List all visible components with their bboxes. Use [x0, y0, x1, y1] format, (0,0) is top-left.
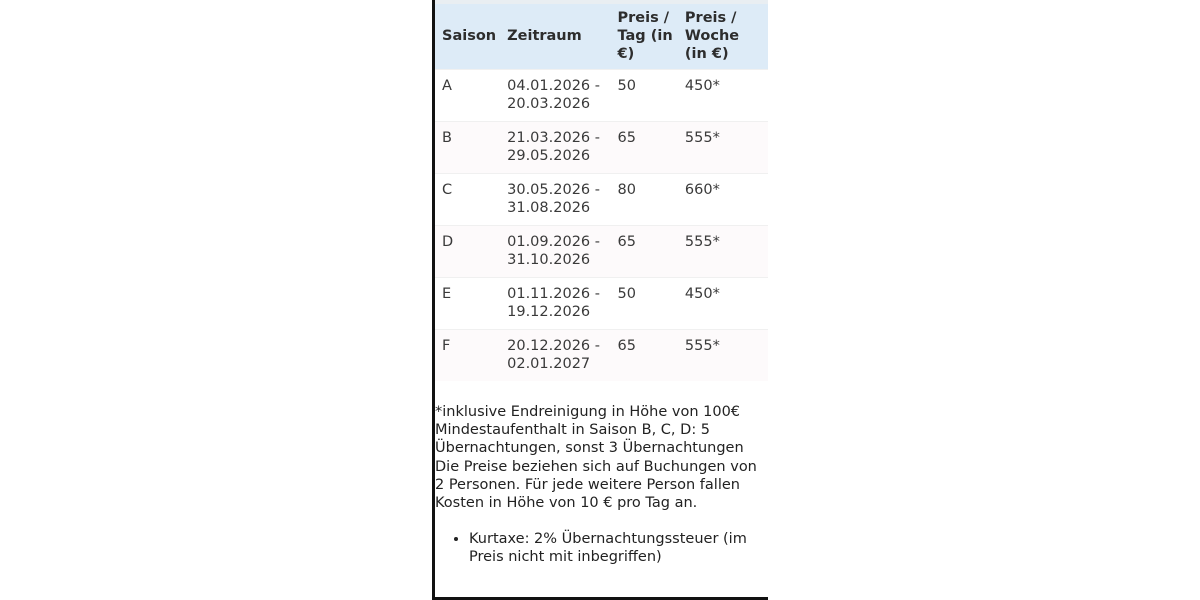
zeitraum-end: 20.03.2026	[507, 96, 591, 112]
cell-zeitraum	[500, 70, 610, 122]
header-saison: Saison	[442, 28, 497, 44]
zeitraum-start: 01.11.2026 -	[507, 286, 600, 302]
price-table	[435, 4, 768, 381]
cell-preis-tag: 50	[617, 78, 636, 94]
cell-zeitraum	[500, 122, 610, 174]
table-header-row	[435, 4, 768, 70]
cell-zeitraum	[500, 226, 610, 278]
table-row	[435, 70, 768, 122]
note-cleaning: *inklusive Endreinigung in Höhe von 100€	[435, 404, 741, 420]
price-notes	[435, 381, 768, 512]
cell-saison: E	[442, 286, 452, 302]
zeitraum-start: 30.05.2026 -	[507, 182, 600, 198]
zeitraum-start: 20.12.2026 -	[507, 338, 600, 354]
cell-zeitraum	[500, 174, 610, 226]
zeitraum-start: 01.09.2026 -	[507, 234, 600, 250]
phone-screen	[432, 0, 768, 600]
cell-zeitraum	[500, 330, 610, 382]
cell-preis-woche: 450*	[684, 78, 720, 94]
header-zeitraum: Zeitraum	[507, 28, 582, 44]
cell-preis-woche: 555*	[684, 234, 720, 250]
cell-preis-woche: 450*	[684, 286, 720, 302]
cell-preis-tag: 65	[617, 130, 636, 146]
zeitraum-end: 29.05.2026	[507, 148, 591, 164]
notes-list	[435, 530, 768, 566]
cell-preis-tag: 65	[617, 234, 636, 250]
table-row	[435, 330, 768, 382]
zeitraum-start: 04.01.2026 -	[507, 78, 600, 94]
zeitraum-end: 31.08.2026	[507, 200, 591, 216]
note-minimum-stay: Mindestaufenthalt in Saison B, C, D: 5 Übernachtungen, sonst 3 Übernachtungen	[435, 422, 744, 457]
cell-zeitraum	[500, 278, 610, 330]
zeitraum-start: 21.03.2026 -	[507, 130, 600, 146]
zeitraum-end: 19.12.2026	[507, 304, 591, 320]
zeitraum-end: 02.01.2027	[507, 356, 591, 372]
cell-saison: C	[442, 182, 453, 198]
cell-preis-tag: 65	[617, 338, 636, 354]
cell-saison: A	[442, 78, 452, 94]
table-row	[435, 174, 768, 226]
cell-saison: D	[442, 234, 454, 250]
list-item-kurtaxe: • Kurtaxe: 2% Übernachtungssteuer (im Preis nicht mit inbegriffen)	[469, 530, 768, 566]
cell-preis-woche: 555*	[684, 130, 720, 146]
cell-saison: F	[442, 338, 451, 354]
table-row	[435, 122, 768, 174]
cell-preis-woche: 555*	[684, 338, 720, 354]
cell-preis-tag: 80	[617, 182, 636, 198]
header-preis-woche: Preis / Woche (in €)	[684, 10, 740, 62]
header-preis-tag: Preis / Tag (in €)	[617, 10, 673, 62]
note-extra-persons: Die Preise beziehen sich auf Buchungen von 2 Personen. Für jede weitere Person fallen Kosten in Höhe von 10 € pro Tag an.	[435, 458, 757, 512]
cell-saison: B	[442, 130, 452, 146]
cell-preis-tag: 50	[617, 286, 636, 302]
table-row	[435, 226, 768, 278]
table-row	[435, 278, 768, 330]
zeitraum-end: 31.10.2026	[507, 252, 591, 268]
cell-preis-woche: 660*	[684, 182, 720, 198]
